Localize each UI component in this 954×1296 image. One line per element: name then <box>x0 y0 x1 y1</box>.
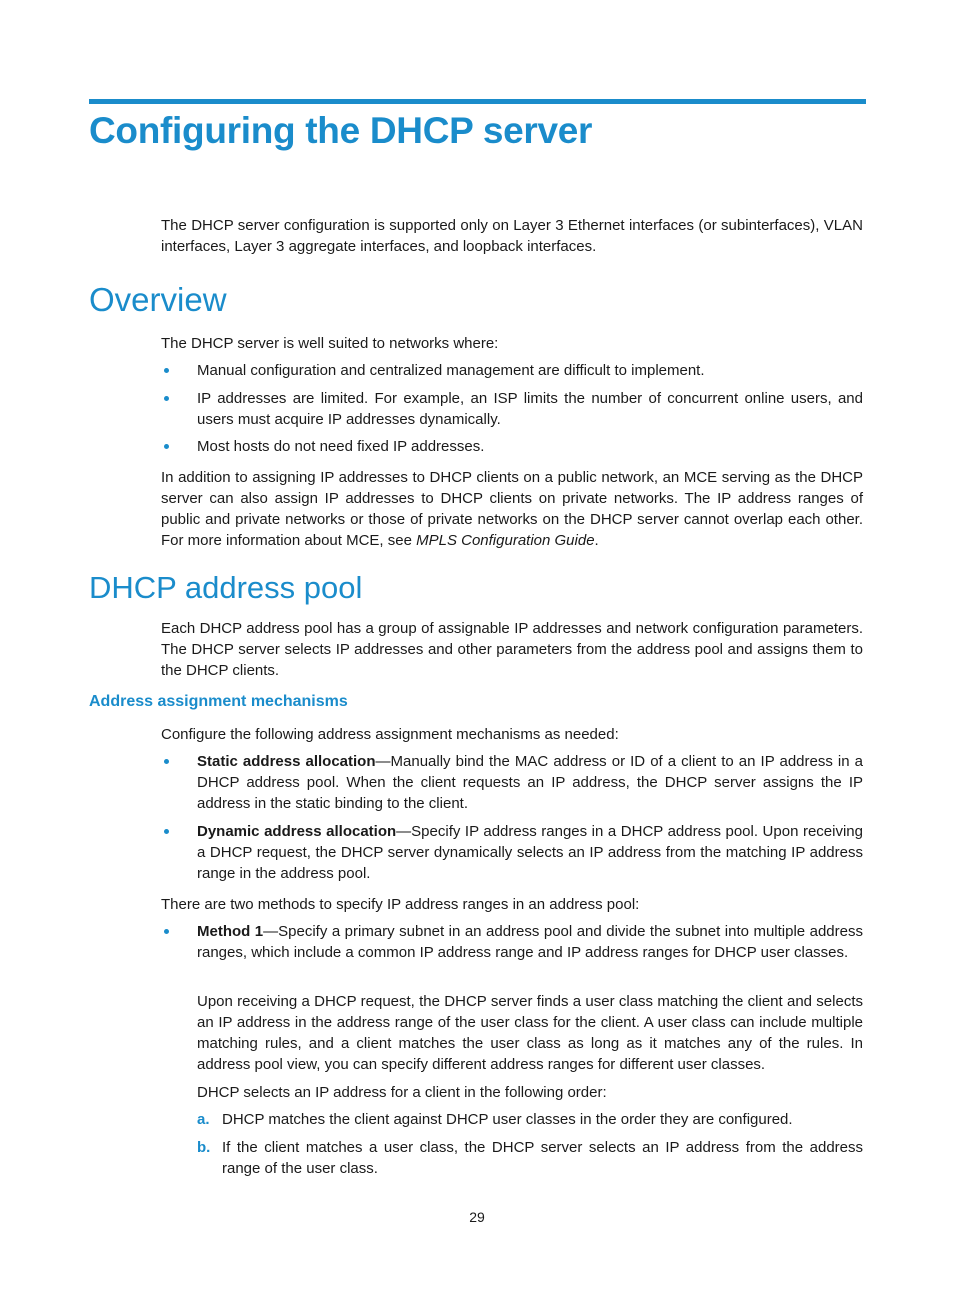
mechanisms-lead: Configure the following address assignment mechanisms as needed: <box>161 726 619 743</box>
overview-lead: The DHCP server is well suited to networks where: <box>161 335 499 352</box>
list-item-text: Manual configuration and centralized management are difficult to implement. <box>197 362 705 379</box>
mechanisms-heading: Address assignment mechanisms <box>89 693 348 710</box>
list-item-text <box>197 921 863 963</box>
step-text: DHCP matches the client against DHCP user classes in the order they are configured. <box>222 1111 793 1128</box>
static-description: —Manually bind the MAC address or ID of a client to an IP address in a DHCP address pool. When the client requests an IP address, the DHCP server assigns the IP address in the static binding to the client. <box>197 753 863 812</box>
list-item <box>161 751 863 814</box>
list-item-text <box>197 821 863 884</box>
chapter-intro: The DHCP server configuration is supported only on Layer 3 Ethernet interfaces (or subinterfaces), VLAN interfaces, Layer 3 aggregate interfaces, and loopback interfaces. <box>161 217 863 255</box>
list-item <box>161 388 863 430</box>
page-number: 29 <box>469 1209 485 1225</box>
mce-paragraph <box>161 467 863 551</box>
bullet-icon <box>164 396 169 401</box>
static-term: Static address allocation <box>197 753 376 770</box>
bullet-icon <box>164 759 169 764</box>
mce-text: In addition to assigning IP addresses to DHCP clients on a public network, an MCE serving as the DHCP server can also assign IP addresses to DHCP clients on private networks. The IP address ranges of public and private networks or those of private networks on the DHCP server cannot overlap each other. For more information about MCE, see <box>161 469 863 549</box>
order-lead: DHCP selects an IP address for a client in the following order: <box>197 1084 607 1101</box>
mce-end: . <box>594 532 599 549</box>
mce-guide-reference: MPLS Configuration Guide <box>416 532 595 549</box>
bullet-icon <box>164 368 169 373</box>
list-item <box>197 1109 863 1130</box>
chapter-title: Configuring the DHCP server <box>89 110 593 151</box>
list-item-text <box>197 751 863 814</box>
list-item <box>161 921 863 963</box>
method1-paragraph: Upon receiving a DHCP request, the DHCP server finds a user class matching the client and selects an IP address in the address range of the user class for the client. A user class can include multiple matching rules, and a client matches the user class as long as it matches any of the rules. In address pool view, you can specify different address ranges for different user classes. <box>197 993 863 1073</box>
step-text: If the client matches a user class, the DHCP server selects an IP address from the address range of the user class. <box>222 1139 863 1177</box>
list-item <box>161 360 863 381</box>
list-item <box>161 436 863 457</box>
bullet-icon <box>164 829 169 834</box>
overview-heading: Overview <box>89 281 227 318</box>
dynamic-term: Dynamic address allocation <box>197 823 397 840</box>
list-item-text: IP addresses are limited. For example, an ISP limits the number of concurrent online users, and users must acquire IP addresses dynamically. <box>197 390 863 428</box>
chapter-rule <box>89 99 866 104</box>
methods-lead: There are two methods to specify IP address ranges in an address pool: <box>161 896 640 913</box>
dynamic-description: —Specify IP address ranges in a DHCP address pool. Upon receiving a DHCP request, the DHCP server dynamically selects an IP address from the matching IP address range in the address pool. <box>197 823 863 882</box>
bullet-icon <box>164 929 169 934</box>
step-letter: a. <box>197 1111 210 1128</box>
step-letter: b. <box>197 1139 211 1156</box>
list-item-text: Most hosts do not need fixed IP addresses. <box>197 438 485 455</box>
method1-term: Method 1 <box>197 923 264 940</box>
list-item <box>161 821 863 884</box>
pool-heading: DHCP address pool <box>89 570 363 605</box>
list-item <box>197 1137 863 1179</box>
method1-description: —Specify a primary subnet in an address pool and divide the subnet into multiple address ranges, which include a common IP address range and IP address ranges for DHCP user classes. <box>197 923 863 961</box>
bullet-icon <box>164 444 169 449</box>
pool-paragraph: Each DHCP address pool has a group of assignable IP addresses and network configuration parameters. The DHCP server selects IP addresses and other parameters from the address pool and assigns them to the DHCP clients. <box>161 620 863 679</box>
